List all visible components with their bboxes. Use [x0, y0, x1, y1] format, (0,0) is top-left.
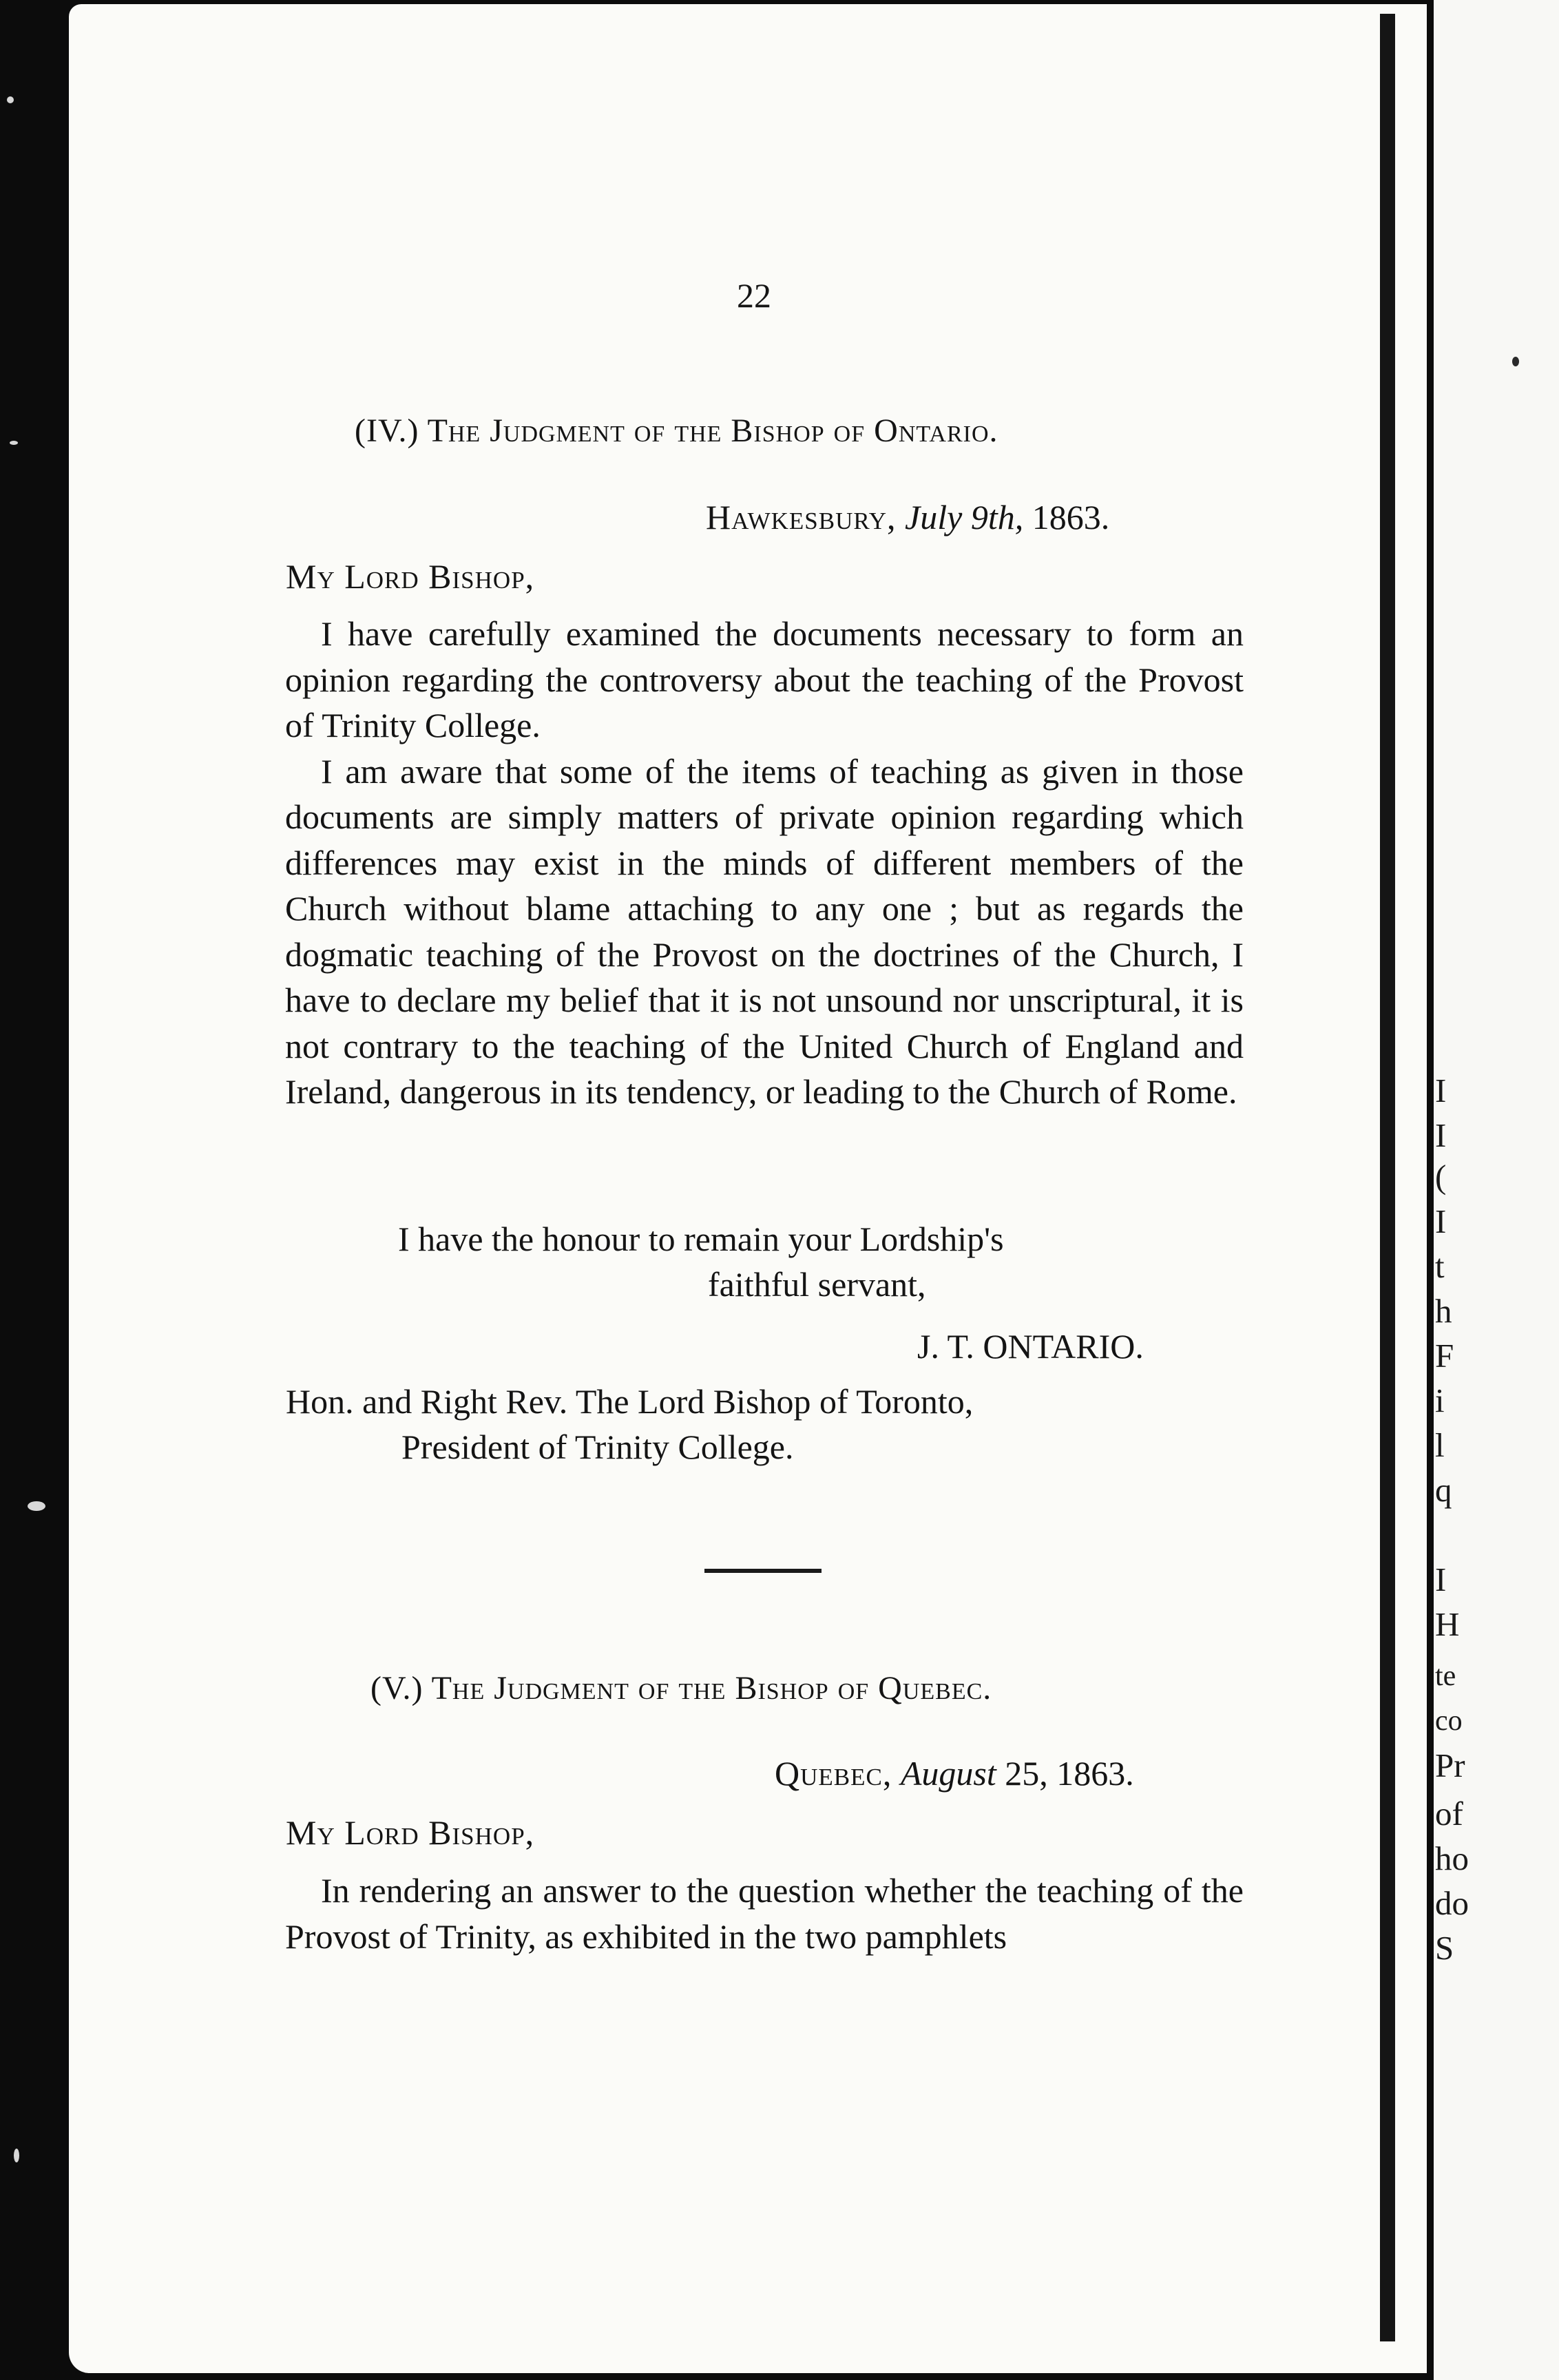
facing-page-fragment: (: [1435, 1158, 1447, 1196]
closing-line-1: I have the honour to remain your Lordship's: [398, 1220, 1004, 1258]
scan-speck: [7, 96, 14, 103]
signature: J. T. ONTARIO.: [917, 1327, 1144, 1366]
facing-page-fragment: H: [1435, 1605, 1460, 1643]
dateline-date: August: [900, 1754, 996, 1793]
section-v-dateline: [775, 1753, 1134, 1793]
facing-page-fragment: I: [1435, 1072, 1447, 1109]
dateline-year: 1863.: [1032, 498, 1110, 536]
section-v-salutation: My Lord Bishop,: [286, 1813, 535, 1852]
facing-page-fragment: F: [1435, 1337, 1454, 1375]
dateline-year: 25, 1863.: [1005, 1754, 1134, 1793]
facing-page-fragment: Pr: [1435, 1746, 1465, 1784]
facing-page-fragment: q: [1435, 1471, 1452, 1509]
section-divider: [704, 1569, 822, 1573]
facing-page-fragment: I: [1435, 1202, 1447, 1240]
section-v-body: [285, 1868, 1244, 1959]
closing-line-2: faithful servant,: [708, 1265, 926, 1304]
dateline-date: July 9th,: [905, 498, 1024, 536]
section-iv-paragraph-1: I have carefully examined the documents necessary to form an opinion regarding the controversy about the teaching of the Provost of Trinity College.: [285, 614, 1244, 744]
dateline-place: Hawkesbury,: [706, 498, 897, 536]
dateline-place: Quebec,: [775, 1754, 892, 1793]
facing-page-fragment: i: [1435, 1381, 1445, 1419]
facing-page-fragment: S: [1435, 1929, 1454, 1967]
facing-page-fragment: t: [1435, 1247, 1445, 1285]
facing-page-fragment: of: [1435, 1795, 1463, 1833]
scan-speck: [28, 1501, 45, 1511]
addressee-line-1: Hon. and Right Rev. The Lord Bishop of Toronto,: [286, 1382, 974, 1421]
facing-page-fragment: ho: [1435, 1839, 1469, 1877]
scan-speck: [14, 2149, 19, 2162]
scan-speck: [10, 441, 18, 445]
section-iv-paragraph-2: I am aware that some of the items of teaching as given in those documents are simply matters of private opinion regarding which differences may exist in the minds of different members of the Church without blame attaching to any one ; but as regards the dogmatic teaching of the Provost on the doctrines of the Church, I have to declare my belief that it is not unsound nor unscriptural, it is not contrary to the teaching of the United Church of England and Ireland, dangerous in its tendency, or leading to the Church of Rome.: [285, 751, 1244, 1111]
page-gutter: [1380, 14, 1395, 2341]
scan-speck: [1512, 357, 1519, 366]
facing-page-fragment: I: [1435, 1560, 1447, 1598]
section-iv-body: [285, 611, 1244, 1115]
page-number: 22: [737, 276, 771, 315]
addressee-line-2: President of Trinity College.: [401, 1428, 794, 1466]
facing-page-fragment: h: [1435, 1292, 1452, 1330]
facing-page-edge: [1434, 0, 1559, 2380]
facing-page-fragment: I: [1435, 1116, 1447, 1154]
section-v-heading: (V.) The Judgment of the Bishop of Quebec.: [370, 1670, 992, 1706]
facing-page-fragment: do: [1435, 1884, 1469, 1922]
facing-page-fragment: co: [1435, 1705, 1463, 1737]
section-v-paragraph-1: In rendering an answer to the question whether the teaching of the Provost of Trinity, as exhibited in the two pamphlets: [285, 1871, 1244, 1956]
section-iv-dateline: [706, 497, 1109, 537]
section-iv-heading: (IV.) The Judgment of the Bishop of Ontario.: [355, 413, 998, 449]
facing-page-fragment: l: [1435, 1426, 1445, 1464]
book-page: [69, 4, 1427, 2373]
section-iv-salutation: My Lord Bishop,: [286, 557, 535, 596]
facing-page-fragment: te: [1435, 1660, 1456, 1692]
